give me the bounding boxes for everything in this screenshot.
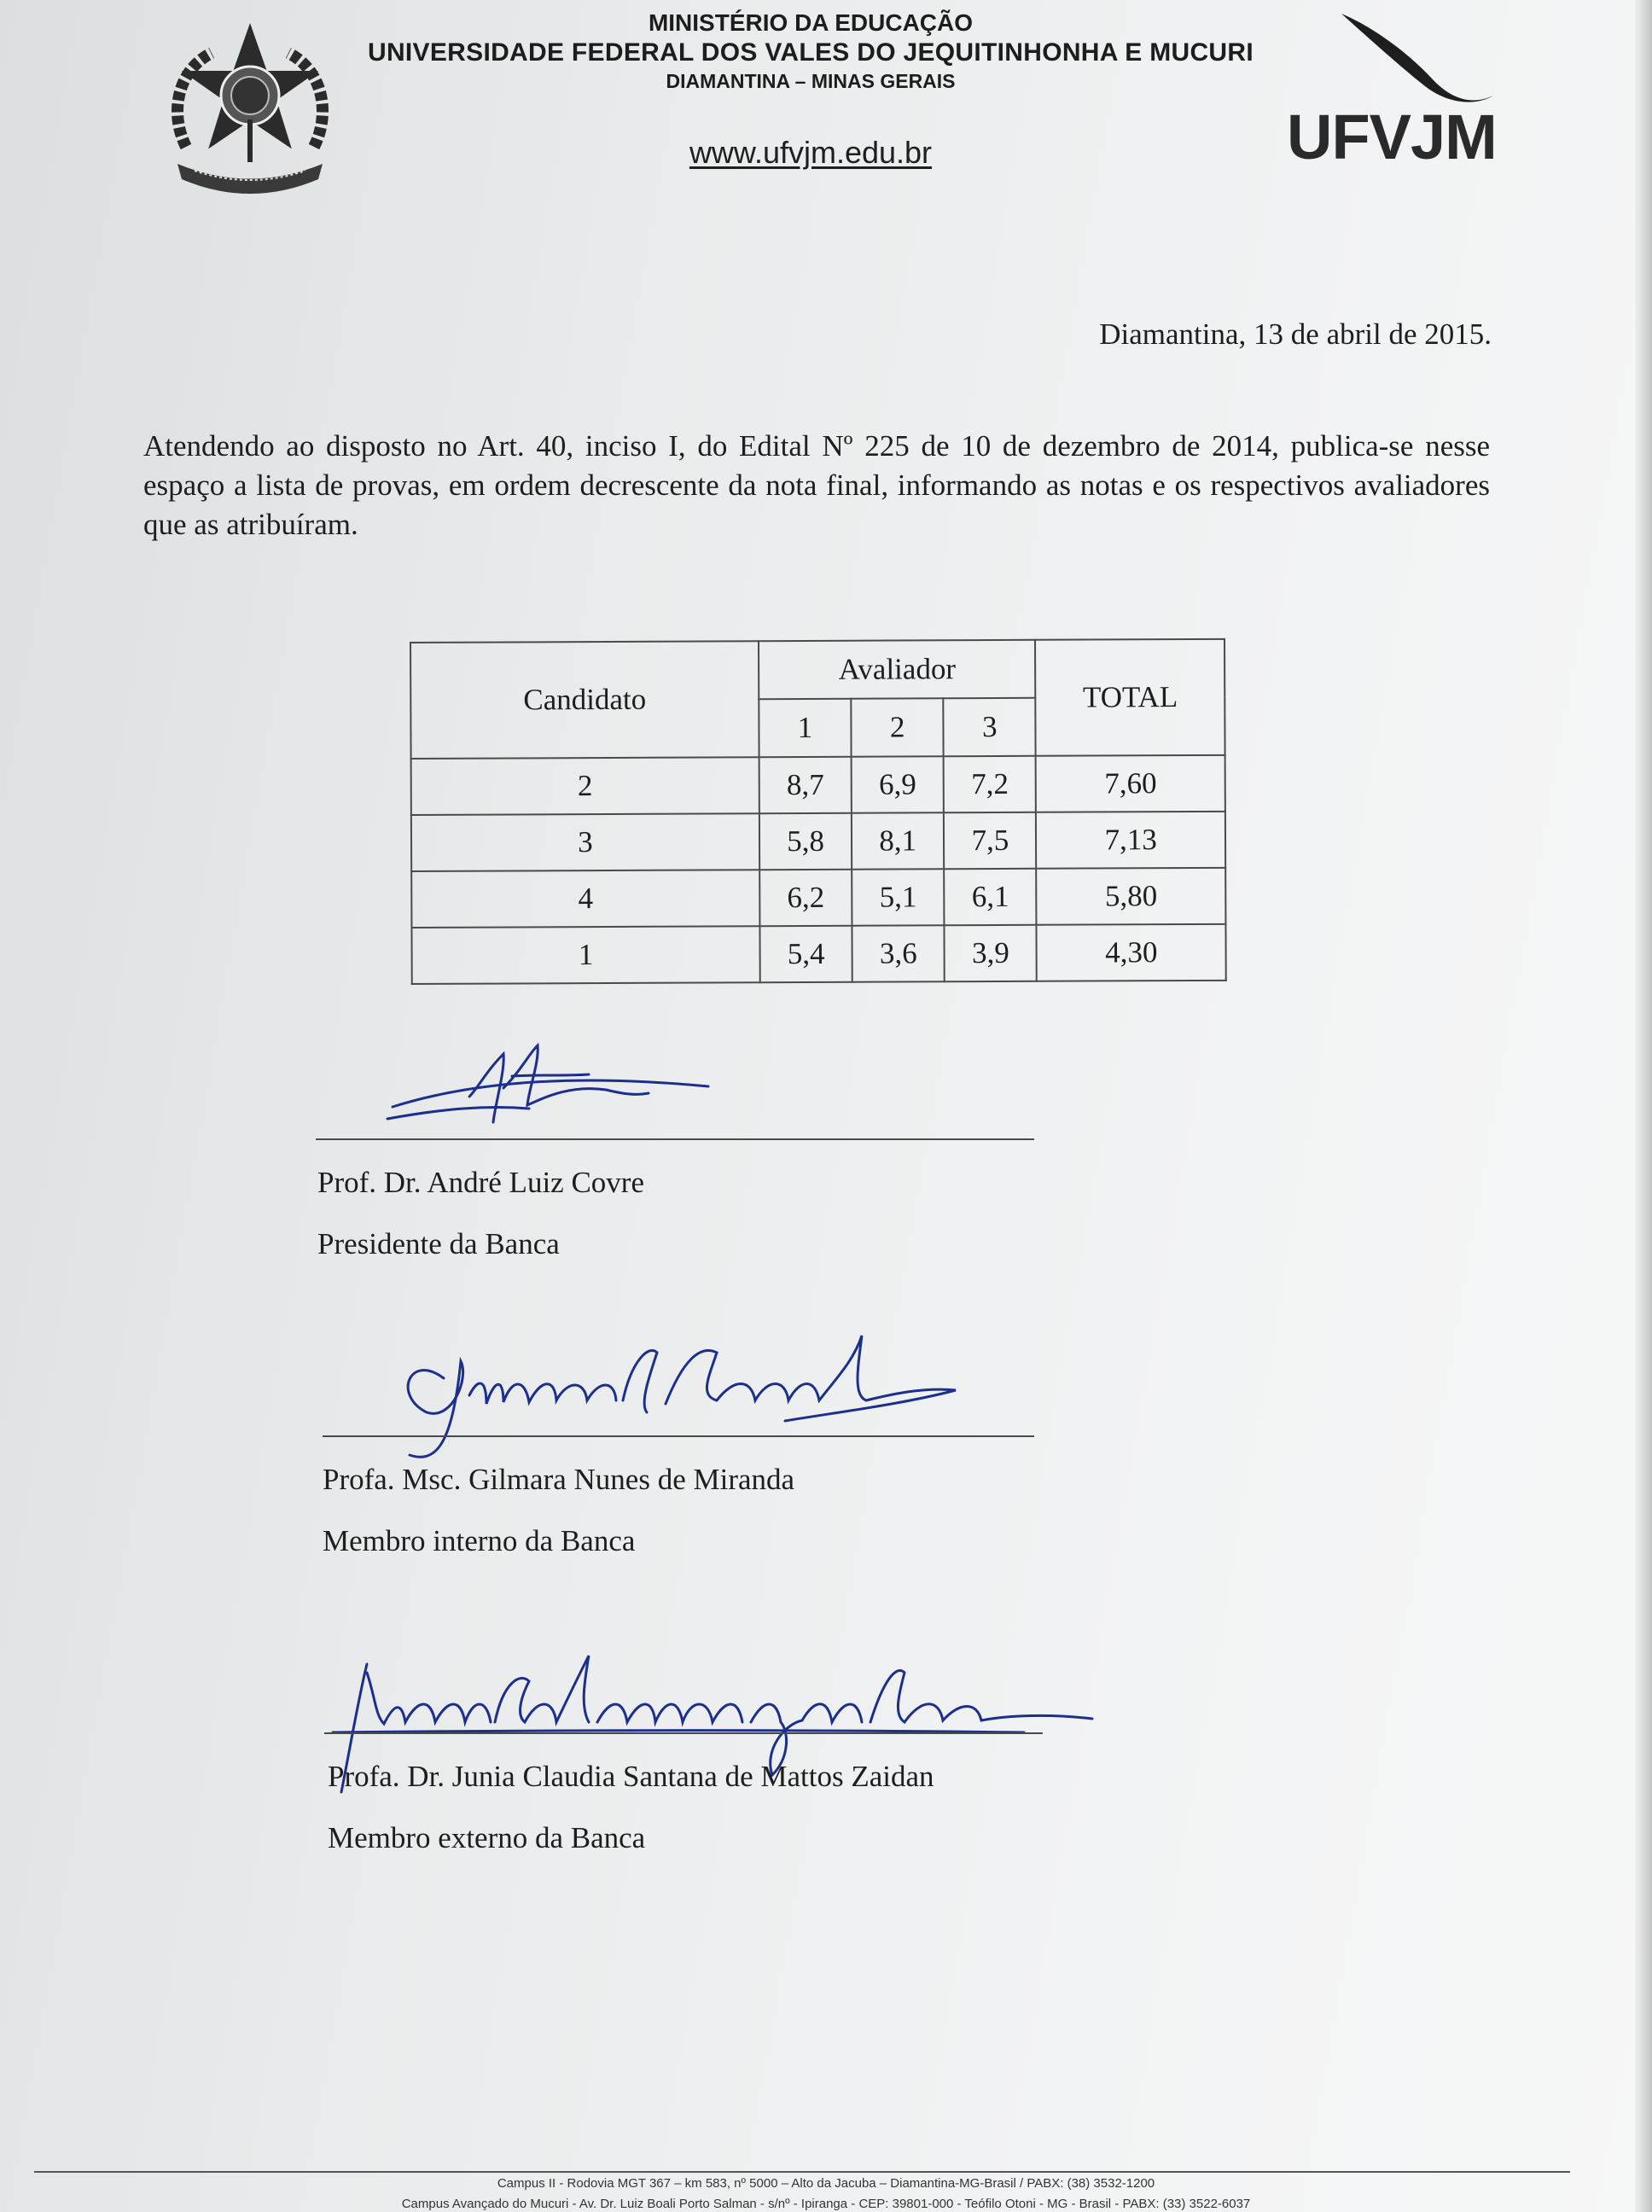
cell-grade: 5,4 [759,926,852,982]
header-evaluator: Avaliador [759,640,1036,699]
footer-address-2: Campus Avançado do Mucuri - Av. Dr. Luiz Boali Porto Salman - s/nº - Ipiranga - CEP: 39801-000 - Teófilo Otoni - MG - Brasil - PABX: (33) 3522-6037 [401,2197,1251,2211]
table-row [411,924,1225,984]
city-title: DIAMANTINA – MINAS GERAIS [666,70,956,92]
ministry-title: MINISTÉRIO DA EDUCAÇÃO [648,9,974,36]
notice-paragraph: Atendendo ao disposto no Art. 40, inciso I, do Edital Nº 225 de 10 de dezembro de 2014, publica-se nesse espaço a lista de provas, em ordem decrescente da nota final, informando as notas e os respectivos avaliadores que as atribuíram. [143,429,1490,541]
cell-grade: 5,1 [852,869,944,925]
cell-grade: 8,1 [852,812,944,869]
cell-grade: 6,1 [944,869,1036,925]
header-evaluator-3: 3 [944,698,1036,756]
date-line: Diamantina, 13 de abril de 2015. [1099,317,1492,351]
signatory-1-role: Presidente da Banca [317,1227,560,1260]
signatory-3-name: Profa. Dr. Junia Claudia Santana de Mattos Zaidan [328,1760,934,1793]
signatory-1-name: Prof. Dr. André Luiz Covre [317,1166,644,1199]
cell-total: 7,13 [1036,812,1225,869]
header-candidate: Candidato [410,641,759,759]
page-edge-shadow [1635,0,1652,2212]
cell-grade: 6,2 [759,870,852,926]
cell-grade: 7,5 [944,812,1036,869]
cell-candidate: 2 [411,757,759,815]
cell-grade: 8,7 [759,757,852,813]
signatory-2-role: Membro interno da Banca [323,1524,636,1557]
header-total: TOTAL [1035,639,1224,756]
signatory-3-role: Membro externo da Banca [328,1821,646,1854]
cell-total: 4,30 [1037,924,1226,981]
cell-grade: 5,8 [759,813,852,870]
signature-2-line [323,1435,1034,1437]
coat-of-arms-icon [160,19,340,198]
footer-address-1: Campus II - Rodovia MGT 367 – km 583, nº 5000 – Alto da Jacuba – Diamantina-MG-Brasil / PABX: (38) 3532-1200 [497,2176,1155,2191]
cell-grade: 7,2 [944,756,1036,812]
table-header-row [410,639,1224,701]
cell-total: 5,80 [1037,868,1226,925]
signatory-2-name: Profa. Msc. Gilmara Nunes de Miranda [323,1463,795,1496]
signature-3-line [324,1732,1043,1734]
cell-grade: 3,9 [945,925,1037,981]
university-title: UNIVERSIDADE FEDERAL DOS VALES DO JEQUITINHONHA E MUCURI [367,38,1254,67]
grades-table [410,638,1227,985]
footer-divider [34,2171,1570,2173]
cell-total: 7,60 [1036,755,1225,812]
cell-candidate: 4 [411,870,759,928]
grades-table-wrapper [410,638,1227,983]
cell-grade: 6,9 [852,756,944,812]
signature-1-line [316,1138,1034,1140]
cell-candidate: 1 [411,926,759,984]
table-row [411,755,1225,815]
cell-grade: 3,6 [852,925,945,981]
table-row [411,868,1225,928]
cell-candidate: 3 [411,813,759,871]
signature-2-handwriting [375,1327,990,1481]
header-block [324,9,1297,94]
header-evaluator-2: 2 [851,698,943,756]
website-link[interactable]: www.ufvjm.edu.br [689,135,933,170]
ufvjm-logo-text: UFVJM [1287,102,1497,172]
header-evaluator-1: 1 [759,699,851,757]
table-row [411,812,1225,871]
signature-1-handwriting [375,1037,734,1139]
